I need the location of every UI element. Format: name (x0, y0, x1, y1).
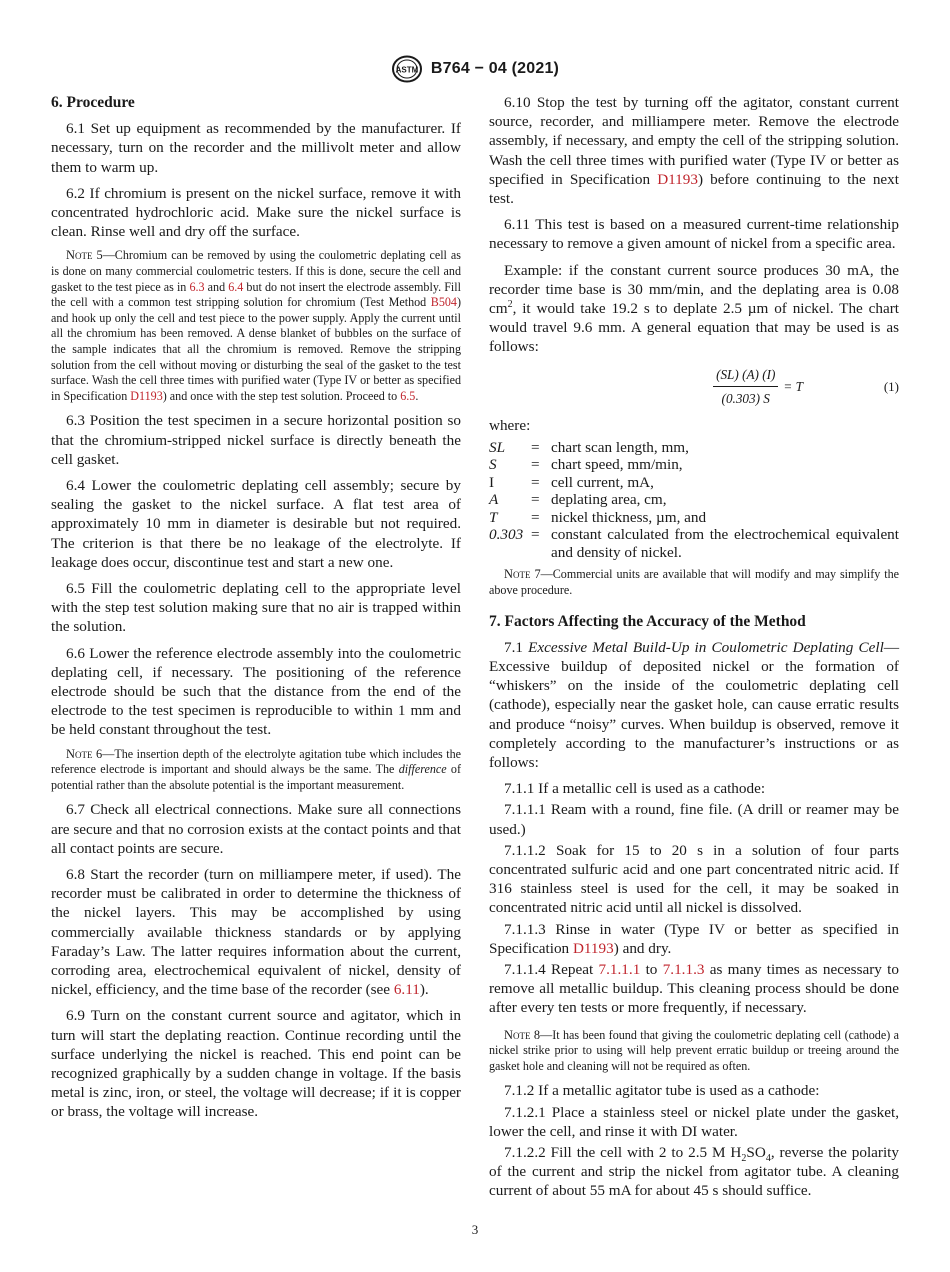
para-6-2: 6.2 If chromium is present on the nickel surface, remove it with concentrated hydrochloric acid. Make sure the nickel surface is clean. Rinse well and dry off the surface. (51, 184, 461, 241)
link-d1193[interactable]: D1193 (572, 939, 614, 957)
variable-row: SL = chart scan length, mm, (489, 438, 689, 456)
link-6-3[interactable]: 6.3 (189, 279, 205, 294)
section-7-title: 7. Factors Affecting the Accuracy of the Method (489, 612, 806, 630)
link-d1193[interactable]: D1193 (657, 170, 698, 188)
para-6-3: 6.3 Position the test specimen in a secure horizontal position so that the chromium-stripped nickel surface is directly beneath the cell gasket. (51, 412, 461, 468)
para-7-1-1-1: 7.1.1.1 Ream with a round, fine file. (A drill or reamer may be used.) (489, 801, 899, 838)
para-6-6: 6.6 Lower the reference electrode assembly into the coulometric deplating cell, if necessary. The positioning of the reference electrode should be such that the distance from the end of the electrode to the test specimen is reproducible to within 1 mm and be held constant throughout the test. (51, 644, 461, 739)
left-column (51, 93, 461, 1129)
para-7-1-2: 7.1.2 If a metallic agitator tube is used as a cathode: (504, 1082, 820, 1100)
equation-number: (1) (883, 379, 899, 395)
link-6-5[interactable]: 6.5 (400, 388, 416, 403)
note-8: Note 8—It has been found that giving the coulometric deplating cell (cathode) a nickel strike prior to using will help prevent erratic buildup or treeing around the gasket hole and cleaning will not be required as often. (489, 1027, 899, 1073)
astm-logo-icon (391, 55, 423, 83)
equation-denominator: (0.303) S (721, 391, 770, 407)
link-7-1-1-3[interactable]: 7.1.1.3 (662, 960, 705, 978)
astm-logo-text: ASTM (395, 65, 419, 75)
para-6-8: 6.8 Start the recorder (turn on milliampere meter, if used). The recorder must be calibrated in order to determine the thickness of the nickel layers. This may be accomplished by using commercially available thickness standards or by applying Faraday’s Law. The latter requires information about the current, corroding area, electrochemical equivalent of nickel, density of nickel, efficiency, and the time base of the recorder (see 6.11). (51, 866, 461, 999)
para-6-4: 6.4 Lower the coulometric deplating cell assembly; secure by sealing the gasket to the nickel surface. A flat test area of approximately 10 mm in diameter is desirable but not required. The criterion is that there be no leakage of the electrolyte. If leakage does occur, discontinue test and start a new one. (51, 476, 461, 571)
para-7-1-1-2: 7.1.1.2 Soak for 15 to 20 s in a solution of four parts concentrated sulfuric acid and one part concentrated nitric acid. If 316 stainless steel is used for the cell, it may be soaked in concentrated nitric acid until all nickel is dissolved. (489, 841, 899, 917)
where-label: where: (489, 416, 531, 434)
equation-fraction (713, 365, 778, 408)
variable-list (489, 439, 899, 562)
link-6-4[interactable]: 6.4 (228, 279, 244, 294)
variable-row: 0.303 = constant calculated from the electrochemical equivalent and density of nickel. (489, 526, 899, 561)
note-7: Note 7—Commercial units are available that will modify and may simplify the above procedure. (489, 567, 899, 597)
para-6-5: 6.5 Fill the coulometric deplating cell to the appropriate level with the step test solution making sure that no air is trapped within the solution. (51, 579, 461, 636)
note-6: Note 6—The insertion depth of the electrolyte agitation tube which includes the reference electrode is important and should always be the same. The difference of potential rather than the absolute potential is the important measurement. (51, 746, 461, 792)
page-number: 3 (471, 1222, 479, 1237)
para-6-9: 6.9 Turn on the constant current source and agitator, which in turn will start the deplating reaction. Continue recording until the surface underlying the nickel is reached. This end point can be recognized graphically by a sudden change in voltage. If the basis metal is zinc, iron, or steel, the voltage will decrease; if it is copper or brass, the voltage will increase. (51, 1007, 461, 1121)
para-7-1: 7.1 Excessive Metal Build-Up in Coulometric Deplating Cell—Excessive buildup of deposited nickel or the formation of “whiskers” on the inside of the coulometric deplating cell (cathode), especially near the gasket hole, can cause erratic results and produce “noisy” curves. When buildup is observed, remove it completely according to the manufacturer’s instructions or as follows: (489, 638, 899, 771)
link-7-1-1-1[interactable]: 7.1.1.1 (598, 960, 641, 978)
variable-row: T = nickel thickness, µm, and (489, 508, 707, 526)
link-6-11[interactable]: 6.11 (393, 981, 420, 999)
equation-numerator: (SL) (A) (I) (713, 365, 778, 387)
right-column (489, 93, 899, 1208)
para-6-1: 6.1 Set up equipment as recommended by the manufacturer. If necessary, turn on the recorder and the millivolt meter and allow them to warm up. (51, 120, 461, 176)
variable-row: I = cell current, mA, (489, 473, 654, 491)
link-d1193[interactable]: D1193 (130, 388, 163, 403)
page-header (0, 54, 950, 84)
section-6-title: 6. Procedure (51, 94, 135, 111)
equation-1 (489, 364, 899, 410)
para-7-1-1: 7.1.1 If a metallic cell is used as a cathode: (504, 780, 766, 798)
variable-row: S = chart speed, mm/min, (489, 456, 683, 474)
para-7-1-1-3: 7.1.1.3 Rinse in water (Type IV or better as specified in Specification D1193) and dry. (489, 920, 899, 957)
para-7-1-2-1: 7.1.2.1 Place a stainless steel or nickel plate under the gasket, lower the cell, and rinse it with DI water. (489, 1103, 899, 1140)
standard-designation: B764 − 04 (2021) (430, 60, 560, 77)
variable-row: A = deplating area, cm, (489, 491, 667, 509)
para-6-10: 6.10 Stop the test by turning off the agitator, constant current source, recorder, and milliampere meter. Remove the electrode assembly, if necessary, and empty the cell of the stripping solution. Wash the cell three times with purified water (Type IV or better as specified in Specification D1193) before continuing to the next test. (489, 94, 899, 208)
para-6-11: 6.11 This test is based on a measured current-time relationship necessary to remove a given amount of nickel from a specific area. (489, 216, 899, 253)
para-7-1-1-4: 7.1.1.4 Repeat 7.1.1.1 to 7.1.1.3 as many times as necessary to remove all metallic buildup. This cleaning process should be done after every ten tests or more frequently, if necessary. (489, 960, 899, 1017)
equation-rhs: = T (783, 379, 803, 395)
para-6-7: 6.7 Check all electrical connections. Make sure all connections are secure and that no corrosion exists at the contact points and that all contact points are secure. (51, 801, 461, 857)
link-b504[interactable]: B504 (430, 295, 457, 310)
example-paragraph: Example: if the constant current source produces 30 mA, the recorder time base is 30 mm/min, and the deplating area is 0.08 $cm^2$, it would take 19.2 s to deplate 2.5 µm of nickel. The chart would travel 9.6 mm. A general equation that may be used is as follows: (489, 261, 899, 356)
note-5: Note 5—Chromium can be removed by using the coulometric deplating cell as is done on many commercial coulometric testers. If this is done, secure the cell and gasket to the test piece as in 6.3 and 6.4 but do not insert the electrode assembly. Fill the cell with a common test stripping solution for chromium (Test Method B504) and hook up only the cell and test piece to the power supply. Apply the current until all the chromium has been removed. A dense blanket of bubbles on the surface of the sample indicates that all the chromium is removed. Remove the stripping solution from the cell without moving or disturbing the seal of the gasket to the test surface. Wash the cell three times with purified water (Type IV or better as specified in Specification D1193) and once with the step test solution. Proceed to 6.5. (51, 248, 462, 403)
para-7-1-2-2: 7.1.2.2 Fill the cell with 2 to 2.5 M $H_2SO_4$, reverse the polarity of the current and strip the nickel from agitator tube. A cleaning current of about 55 mA for about 45 s should suffice. (489, 1143, 899, 1200)
